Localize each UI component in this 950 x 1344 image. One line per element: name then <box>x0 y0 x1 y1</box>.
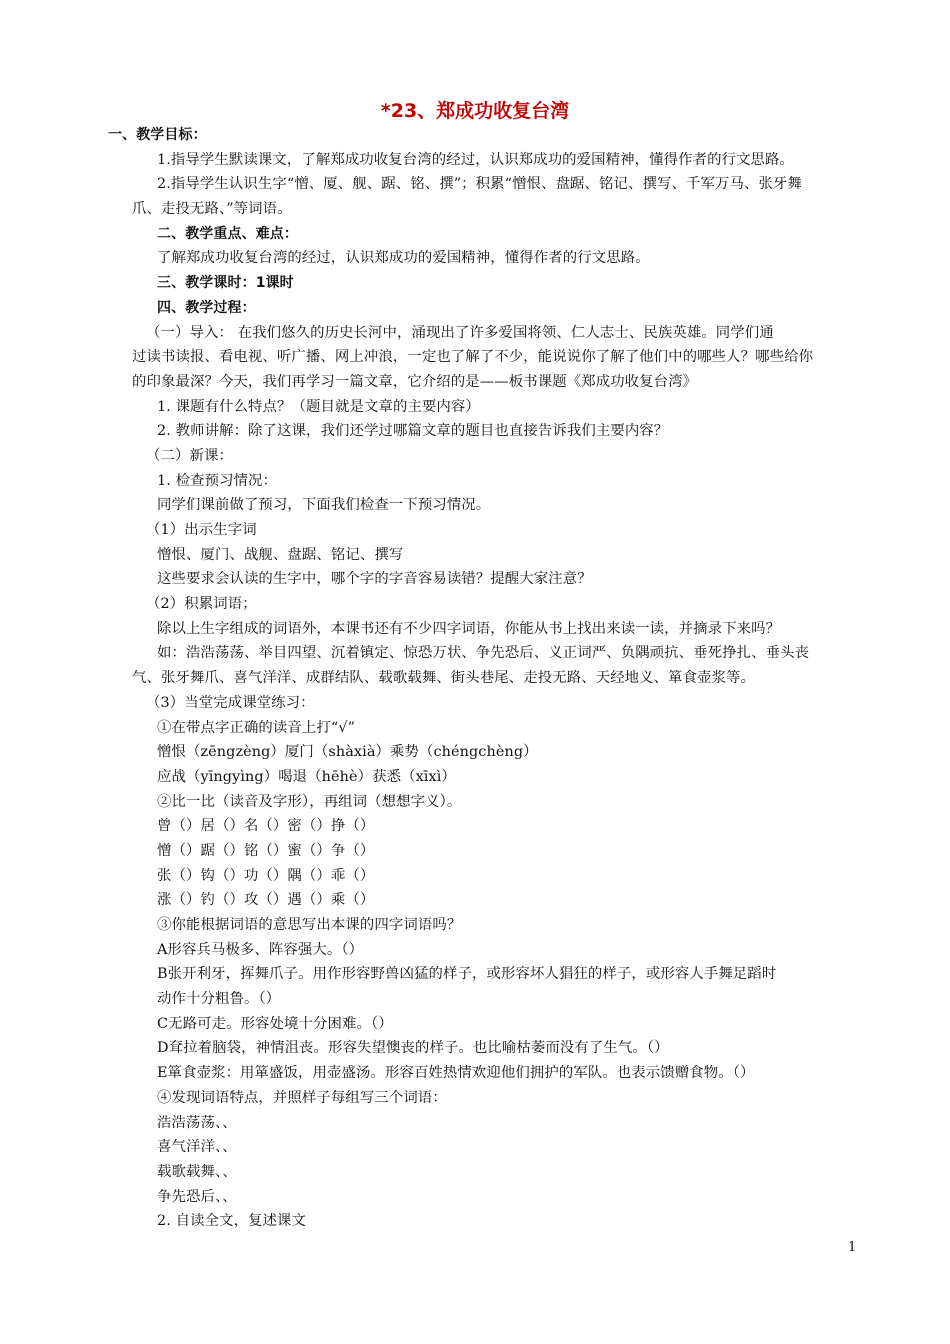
text-line: 憎（）踞（）铭（）蜜（）争（） <box>157 842 375 859</box>
section-heading: 四、教学过程： <box>157 299 256 316</box>
text-line: 载歌载舞、、 <box>157 1163 237 1180</box>
text-line: （二）新课： <box>146 447 233 464</box>
section-heading: 二、教学重点、难点： <box>157 225 298 242</box>
text-line: 张（）钩（）功（）隅（）乖（） <box>157 867 375 884</box>
text-line: 动作十分粗鲁。（） <box>157 991 281 1008</box>
text-line: 如：浩浩荡荡、举目四望、沉着镇定、惊恐万状、争先恐后、义正词严、负隅顽抗、垂死挣扎、垂头丧 <box>157 645 810 662</box>
text-line: 1. 检查预习情况： <box>157 472 278 489</box>
text-line: 憎恨（zēngzèng）厦门（shàxià）乘势（chéngchèng） <box>157 744 538 761</box>
text-line: 气、张牙舞爪、喜气洋洋、成群结队、载歌载舞、街头巷尾、走投无路、天经地义、箪食壶浆等。 <box>132 670 756 687</box>
text-line: 2. 自读全文，复述课文 <box>157 1213 307 1230</box>
text-line: 喜气洋洋、、 <box>157 1139 237 1156</box>
document-title: *23、郑成功收复台湾 <box>380 100 570 122</box>
text-line: E箪食壶浆：用箪盛饭，用壶盛汤。形容百姓热情欢迎他们拥护的军队。也表示馈赠食物。（） <box>157 1065 755 1082</box>
page-number: 1 <box>848 1240 857 1255</box>
text-line: 涨（）钓（）攻（）遇（）乘（） <box>157 892 375 909</box>
text-line: 1.指导学生默读课文，了解郑成功收复台湾的经过，认识郑成功的爱国精神，懂得作者的行文思路。 <box>157 151 795 168</box>
text-line: （3）当堂完成课堂练习： <box>146 694 315 711</box>
text-line: 了解郑成功收复台湾的经过，认识郑成功的爱国精神，懂得作者的行文思路。 <box>157 250 650 267</box>
text-line: 的印象最深？今天，我们再学习一篇文章，它介绍的是——板书课题《郑成功收复台湾》 <box>132 373 698 390</box>
text-line: D耷拉着脑袋，神情沮丧。形容失望懊丧的样子。也比喻枯萎而没有了生气。（） <box>157 1040 669 1057</box>
section-heading: 三、教学课时：1课时 <box>157 275 294 292</box>
text-line: 浩浩荡荡、、 <box>157 1114 237 1131</box>
text-line: 2.指导学生认识生字“憎、厦、舰、踞、铭、撰”；积累“憎恨、盘踞、铭记、撰写、千军万马、张牙舞 <box>157 176 802 193</box>
text-line: 这些要求会认读的生字中，哪个字的字音容易读错？提醒大家注意？ <box>157 571 592 588</box>
text-line: ④发现词语特点，并照样子每组写三个词语： <box>157 1089 447 1106</box>
text-line: ②比一比（读音及字形），再组词（想想字义）。 <box>157 793 462 810</box>
section-heading: 一、教学目标： <box>108 127 207 143</box>
text-line: A形容兵马极多、阵容强大。（） <box>157 941 364 958</box>
text-line: ①在带点字正确的读音上打“√” <box>157 719 356 736</box>
text-line: C无路可走。形容处境十分困难。（） <box>157 1015 393 1032</box>
text-line: B张开利牙，挥舞爪子。用作形容野兽凶猛的样子，或形容坏人猖狂的样子，或形容人手舞足蹈时 <box>157 966 777 983</box>
text-line: 1. 课题有什么特点？（题目就是文章的主要内容） <box>157 398 480 415</box>
text-line: 除以上生字组成的词语外，本课书还有不少四字词语，你能从书上找出来读一读，并摘录下来吗？ <box>157 620 781 637</box>
text-line: （1）出示生字词 <box>146 522 257 538</box>
text-line: 2. 教师讲解：除了这课，我们还学过哪篇文章的题目也直接告诉我们主要内容？ <box>157 423 669 440</box>
text-line: （2）积累词语； <box>146 596 257 613</box>
text-line: ③你能根据词语的意思写出本课的四字词语吗？ <box>157 917 462 933</box>
text-line: 曾（）居（）名（）密（）挣（） <box>157 818 375 835</box>
text-line: 憎恨、厦门、战舰、盘踞、铭记、撰写 <box>157 546 404 563</box>
text-line: 爪、走投无路、”等词语。 <box>132 201 292 218</box>
text-line: 过读书读报、看电视、听广播、网上冲浪，一定也了解了不少，能说说你了解了他们中的哪些人？哪些给你 <box>132 349 814 366</box>
text-line: 应战（yīngyìng）喝退（hēhè）获悉（xīxì） <box>157 768 456 785</box>
text-line: 争先恐后、、 <box>157 1188 237 1205</box>
text-line: （一）导入： 在我们悠久的历史长河中，涌现出了许多爱国将领、仁人志士、民族英雄。同学们通 <box>146 324 774 341</box>
document-body <box>0 123 950 1234</box>
text-line: 同学们课前做了预习，下面我们检查一下预习情况。 <box>157 497 491 514</box>
